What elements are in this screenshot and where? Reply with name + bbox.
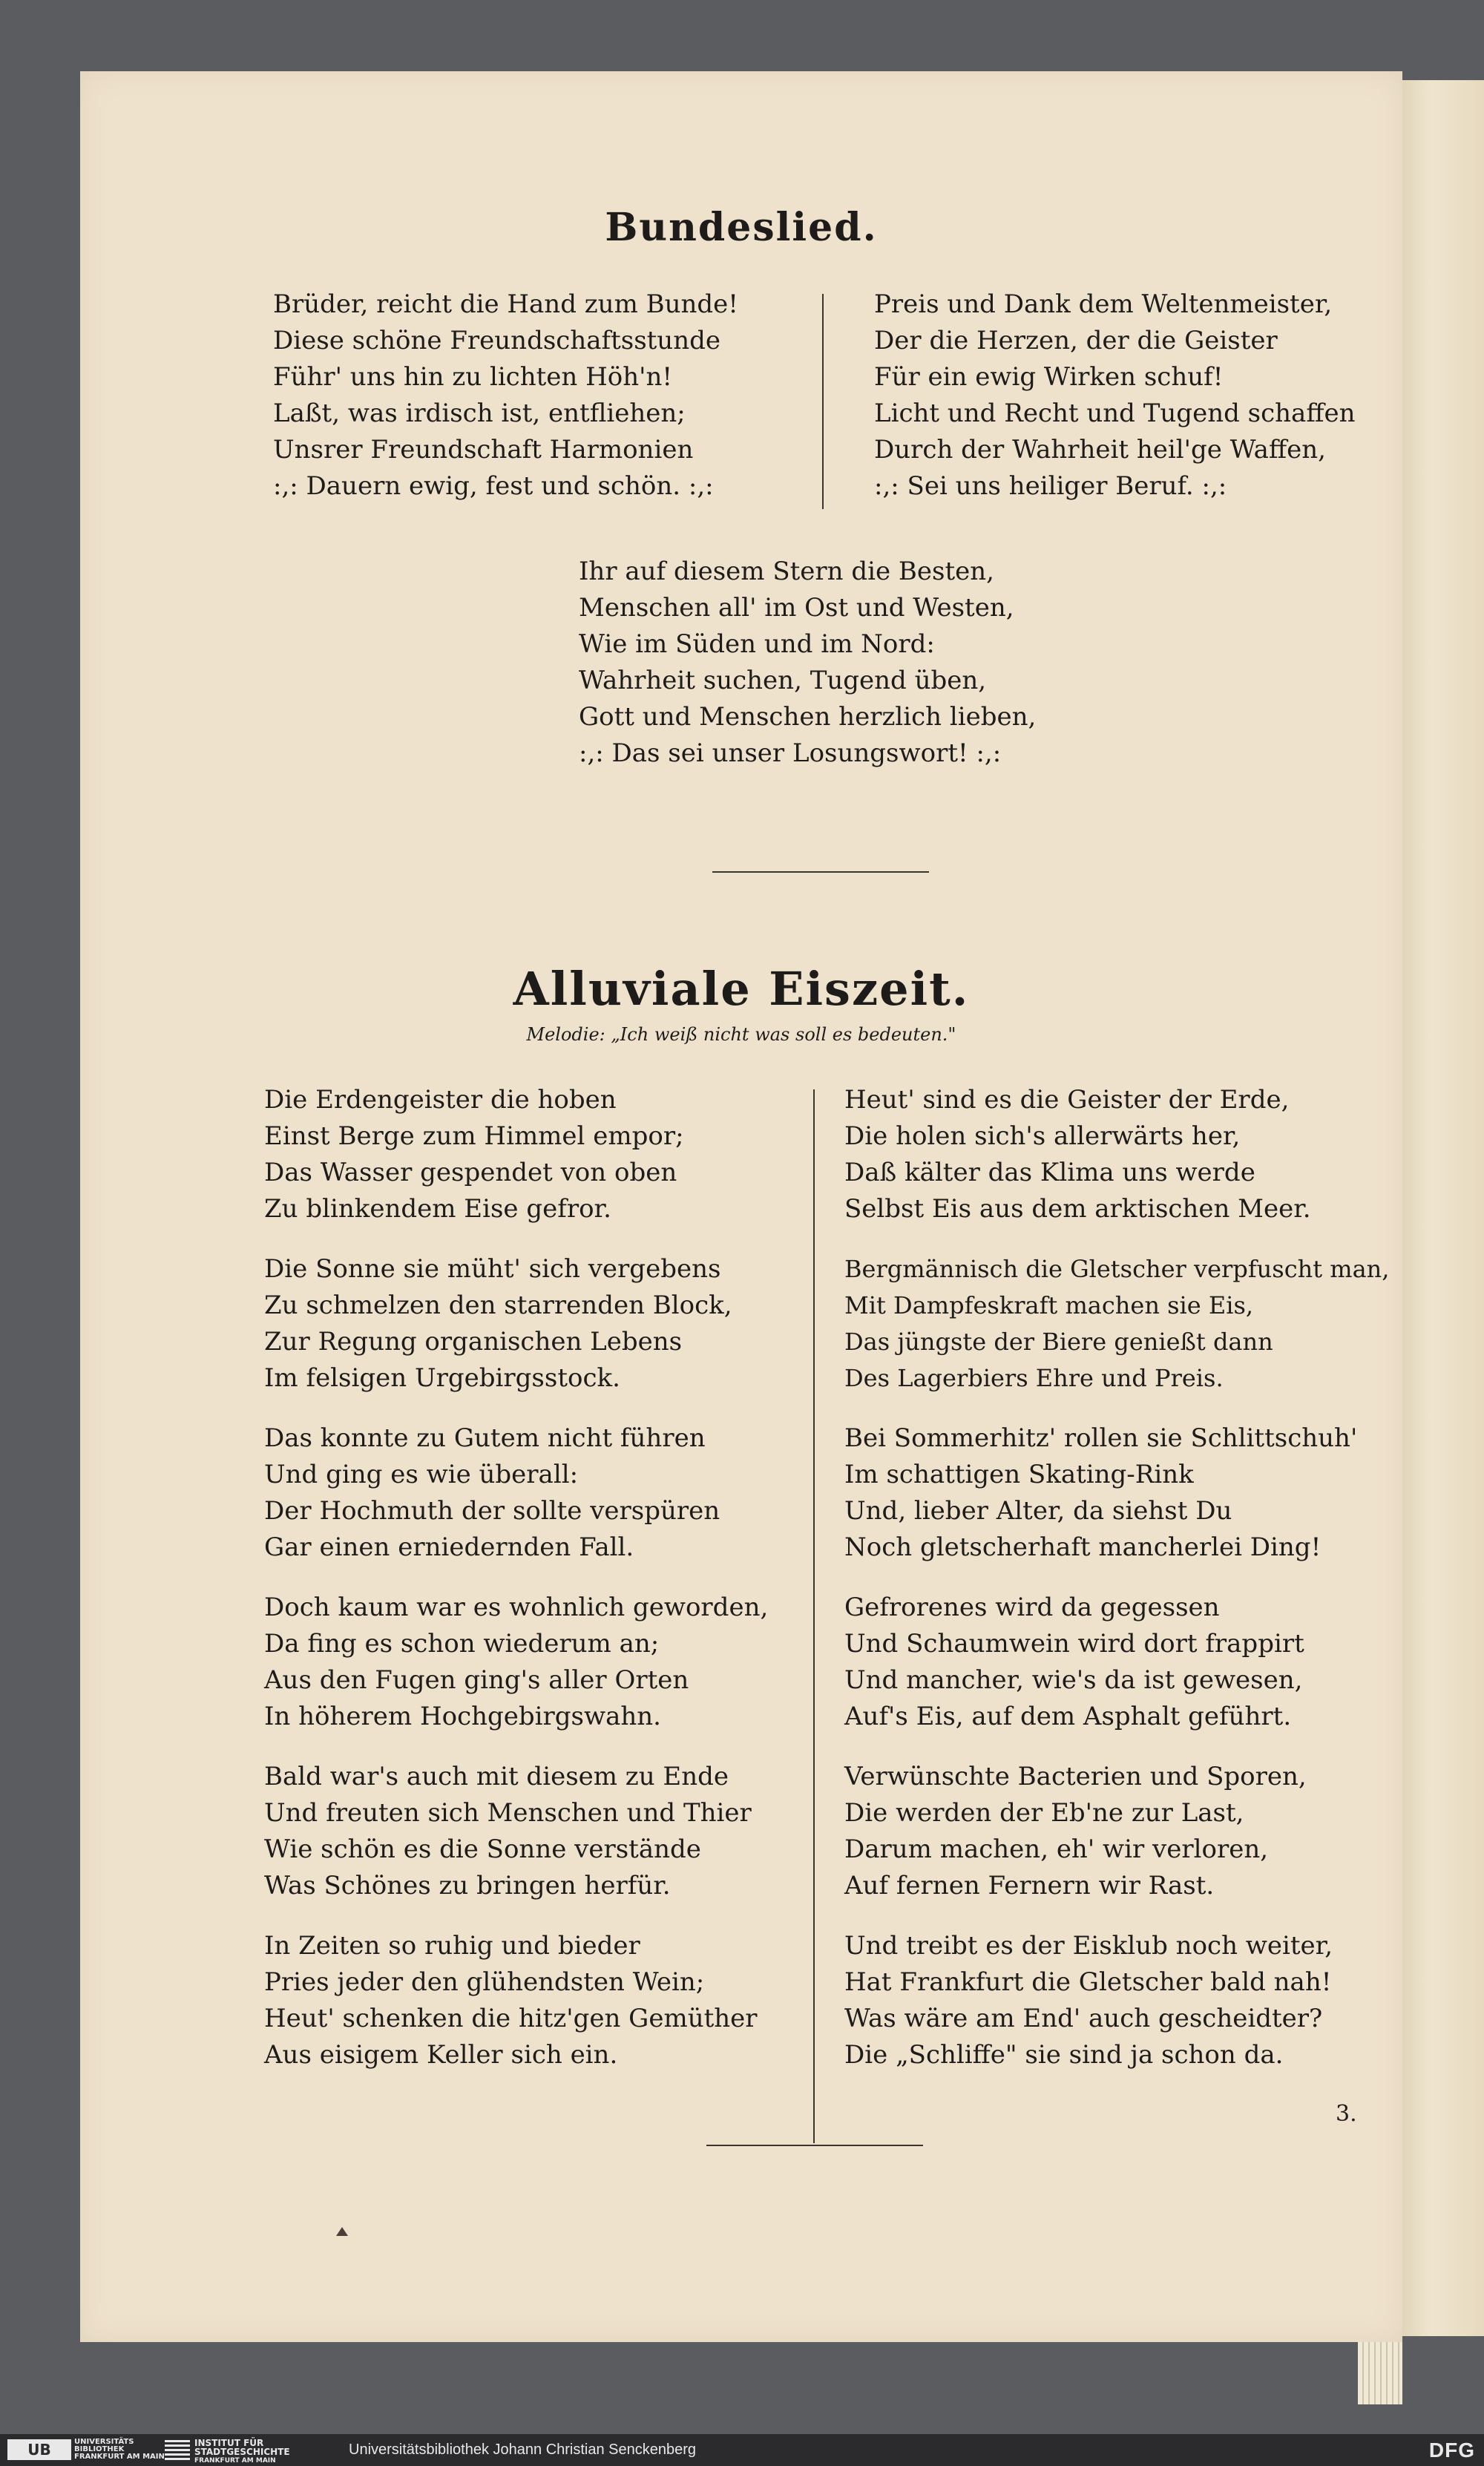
- song1-stanza-center: [579, 554, 1036, 772]
- column-divider: [813, 1089, 815, 2143]
- verse-line: Im schattigen Skating-Rink: [844, 1460, 1194, 1489]
- section-divider: [712, 871, 929, 873]
- institute-text-line: STADTGESCHICHTE: [194, 2447, 290, 2457]
- institute-logo-icon[interactable]: [165, 2439, 190, 2460]
- ub-text-line: BIBLIOTHEK: [74, 2445, 125, 2453]
- verse-line: Der Hochmuth der sollte verspüren: [264, 1496, 720, 1526]
- verse-line: Brüder, reicht die Hand zum Bunde!: [273, 289, 738, 319]
- verse-line: Führ' uns hin zu lichten Höh'n!: [273, 362, 673, 392]
- viewer-footer: [0, 2434, 1484, 2466]
- song2-stanza: [844, 1420, 1357, 1566]
- song2-stanza: [844, 1082, 1311, 1227]
- song2-stanza: [264, 1251, 732, 1397]
- verse-line: Noch gletscherhaft mancherlei Ding!: [844, 1532, 1322, 1562]
- ub-logo-text: [74, 2439, 165, 2461]
- song2-stanza: [264, 1420, 720, 1566]
- verse-line: Des Lagerbiers Ehre und Preis.: [844, 1364, 1224, 1392]
- page-stack-edge: [1395, 80, 1484, 2336]
- verse-line: Wie schön es die Sonne verstände: [264, 1834, 701, 1864]
- institute-text-line: FRANKFURT AM MAIN: [194, 2457, 276, 2465]
- verse-line: Verwünschte Bacterien und Sporen,: [844, 1762, 1307, 1791]
- ub-text-line: UNIVERSITÄTS: [74, 2438, 134, 2446]
- verse-line: Bald war's auch mit diesem zu Ende: [264, 1762, 729, 1791]
- verse-line: Und ging es wie überall:: [264, 1460, 579, 1489]
- verse-line: Die Sonne sie müht' sich vergebens: [264, 1254, 721, 1284]
- verse-line: Und, lieber Alter, da siehst Du: [844, 1496, 1232, 1526]
- song1-stanza-right: [874, 286, 1356, 505]
- verse-line: Die Erdengeister die hoben: [264, 1085, 617, 1115]
- verse-line: Die werden der Eb'ne zur Last,: [844, 1798, 1244, 1828]
- verse-line: :,: Dauern ewig, fest und schön. :,:: [273, 471, 714, 501]
- verse-line: Gar einen erniedernden Fall.: [264, 1532, 634, 1562]
- verse-line: Im felsigen Urgebirgsstock.: [264, 1363, 620, 1393]
- verse-line: Laßt, was irdisch ist, entfliehen;: [273, 399, 686, 428]
- verse-line: Mit Dampfeskraft machen sie Eis,: [844, 1291, 1254, 1319]
- verse-line: Unsrer Freundschaft Harmonien: [273, 435, 694, 465]
- verse-line: Zu blinkendem Eise gefror.: [264, 1194, 611, 1224]
- verse-line: Und freuten sich Menschen und Thier: [264, 1798, 752, 1828]
- melody-note: Melodie: „Ich weiß nicht was soll es bedeuten.": [526, 1024, 956, 1045]
- verse-line: Die „Schliffe" sie sind ja schon da.: [844, 2040, 1284, 2070]
- song1-stanza-left: [273, 286, 738, 505]
- verse-line: Aus den Fugen ging's aller Orten: [264, 1665, 689, 1695]
- verse-line: Daß kälter das Klima uns werde: [844, 1158, 1255, 1187]
- verse-line: Der die Herzen, der die Geister: [874, 326, 1278, 355]
- verse-line: Bergmännisch die Gletscher verpfuscht man,: [844, 1255, 1390, 1283]
- verse-line: Preis und Dank dem Weltenmeister,: [874, 289, 1333, 319]
- verse-line: :,: Sei uns heiliger Beruf. :,:: [874, 471, 1227, 501]
- verse-line: Für ein ewig Wirken schuf!: [874, 362, 1224, 392]
- verse-line: Auf's Eis, auf dem Asphalt geführt.: [844, 1702, 1292, 1731]
- verse-line: Das jüngste der Biere genießt dann: [844, 1328, 1273, 1356]
- verse-line: Diese schöne Freundschaftsstunde: [273, 326, 720, 355]
- verse-line: Heut' schenken die hitz'gen Gemüther: [264, 2004, 758, 2033]
- verse-line: Gott und Menschen herzlich lieben,: [579, 702, 1037, 732]
- verse-line: Das konnte zu Gutem nicht führen: [264, 1423, 706, 1453]
- institute-logo-text: [194, 2439, 290, 2465]
- verse-line: Hat Frankfurt die Gletscher bald nah!: [844, 1967, 1332, 1997]
- verse-line: Was wäre am End' auch gescheidter?: [844, 2004, 1323, 2033]
- verse-line: Aus eisigem Keller sich ein.: [264, 2040, 618, 2070]
- ink-mark-icon: [336, 2227, 348, 2236]
- verse-line: Das Wasser gespendet von oben: [264, 1158, 677, 1187]
- verse-line: Ihr auf diesem Stern die Besten,: [579, 557, 994, 586]
- verse-line: Doch kaum war es wohnlich geworden,: [264, 1593, 769, 1622]
- verse-line: Und mancher, wie's da ist gewesen,: [844, 1665, 1303, 1695]
- song2-title: Alluviale Eiszeit.: [513, 962, 970, 1016]
- song2-stanza: [264, 1759, 752, 1904]
- verse-line: Die holen sich's allerwärts her,: [844, 1121, 1241, 1151]
- song1-title: Bundeslied.: [605, 205, 878, 250]
- verse-line: Durch der Wahrheit heil'ge Waffen,: [874, 435, 1326, 465]
- verse-line: Heut' sind es die Geister der Erde,: [844, 1085, 1290, 1115]
- verse-line: In Zeiten so ruhig und bieder: [264, 1931, 640, 1961]
- verse-line: Wie im Süden und im Nord:: [579, 629, 935, 659]
- verse-line: Wahrheit suchen, Tugend üben,: [579, 666, 987, 695]
- song2-stanza: [264, 1928, 758, 2073]
- verse-line: Auf fernen Fernern wir Rast.: [844, 1871, 1215, 1901]
- song2-stanza: [264, 1590, 768, 1735]
- page-number: 3.: [1336, 2101, 1357, 2127]
- verse-line: Zu schmelzen den starrenden Block,: [264, 1291, 732, 1320]
- verse-line: Bei Sommerhitz' rollen sie Schlittschuh': [844, 1423, 1358, 1453]
- verse-line: Einst Berge zum Himmel empor;: [264, 1121, 684, 1151]
- verse-line: Menschen all' im Ost und Westen,: [579, 593, 1014, 623]
- verse-line: Was Schönes zu bringen herfür.: [264, 1871, 671, 1901]
- verse-line: Gefrorenes wird da gegessen: [844, 1593, 1220, 1622]
- verse-line: Licht und Recht und Tugend schaffen: [874, 399, 1356, 428]
- song2-stanza: [264, 1082, 684, 1227]
- verse-line: Zur Regung organischen Lebens: [264, 1327, 683, 1357]
- song2-stanza: [844, 1251, 1389, 1397]
- verse-line: Da fing es schon wiederum an;: [264, 1629, 660, 1659]
- song2-stanza: [844, 1759, 1307, 1904]
- song2-stanza: [844, 1590, 1304, 1735]
- institute-text-line: INSTITUT FÜR: [194, 2438, 264, 2448]
- column-divider: [822, 294, 824, 509]
- library-name[interactable]: Universitätsbibliothek Johann Christian Senckenberg: [349, 2442, 697, 2458]
- verse-line: Und treibt es der Eisklub noch weiter,: [844, 1931, 1333, 1961]
- verse-line: Pries jeder den glühendsten Wein;: [264, 1967, 705, 1997]
- section-divider: [706, 2145, 923, 2146]
- song2-stanza: [844, 1928, 1333, 2073]
- verse-line: :,: Das sei unser Losungswort! :,:: [579, 738, 1002, 768]
- dfg-logo[interactable]: DFG: [1428, 2439, 1475, 2462]
- ub-logo[interactable]: UB: [7, 2439, 71, 2460]
- verse-line: Selbst Eis aus dem arktischen Meer.: [844, 1194, 1311, 1224]
- ub-text-line: FRANKFURT AM MAIN: [74, 2453, 165, 2461]
- book-page: [80, 71, 1402, 2342]
- verse-line: Darum machen, eh' wir verloren,: [844, 1834, 1269, 1864]
- verse-line: Und Schaumwein wird dort frappirt: [844, 1629, 1304, 1659]
- verse-line: In höherem Hochgebirgswahn.: [264, 1702, 661, 1731]
